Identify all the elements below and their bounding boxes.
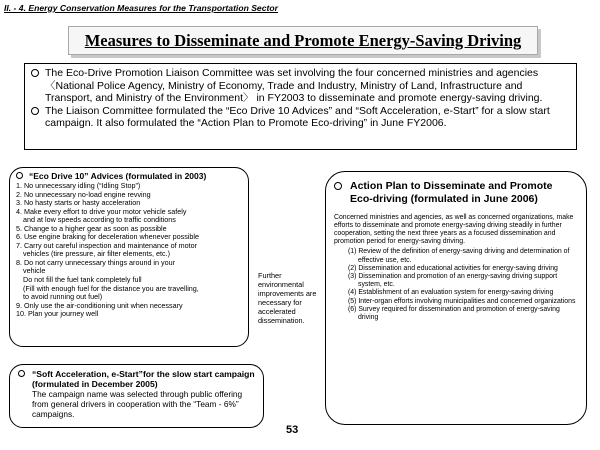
connector-note: Further environmental improvements are necessary for accelerated dissemination.	[258, 271, 317, 325]
slow-start-title	[18, 369, 255, 390]
circle-bullet-icon	[16, 172, 23, 179]
advice-item: 7. Carry out careful inspection and maintenance of motor	[16, 240, 197, 250]
intro-box	[24, 63, 577, 150]
advice-item-continued: vehicle	[23, 266, 46, 276]
action-plan-box	[325, 171, 587, 425]
slow-start-campaign-box	[9, 364, 264, 428]
advice-list	[16, 182, 244, 319]
slow-start-description: The campaign name was selected through public offering from general drivers in cooperation with the “Team - 6%” campaigns.	[32, 388, 243, 419]
action-plan-item: (2) Dissemination and educational activities for energy-saving driving	[348, 264, 558, 272]
circle-bullet-icon	[31, 69, 39, 77]
advice-item-continued: to avoid running out fuel)	[23, 292, 103, 302]
advice-item-continued: (Fill with enough fuel for the distance you are travelling,	[23, 283, 199, 293]
action-plan-title-text: Action Plan to Disseminate and Promote Eco-driving (formulated in June 2006)	[350, 180, 553, 205]
eco-drive-advices-box	[9, 167, 249, 347]
title-banner	[68, 26, 538, 55]
eco-drive-title-text: “Eco Drive 10” Advices (formulated in 2003)	[29, 171, 207, 181]
circle-bullet-icon	[18, 370, 25, 377]
advice-item-continued: Do not fill the fuel tank completely full	[23, 275, 142, 285]
action-plan-list	[334, 248, 578, 322]
advice-item-continued: vehicles (tire pressure, air filter elements, etc.)	[23, 249, 170, 259]
advice-item-continued: and at low speeds according to traffic conditions	[23, 215, 176, 225]
section-header: II. - 4. Energy Conservation Measures for the Transportation Sector	[4, 3, 278, 13]
action-plan-item: (1) Review of the definition of energy-saving driving and determination of effective use, etc.	[348, 248, 570, 264]
advice-item: 2. No unnecessary no-load engine revving	[16, 189, 151, 199]
page-title: Measures to Disseminate and Promote Energy-Saving Driving	[84, 30, 522, 50]
action-plan-item: (5) Inter-organ efforts involving municipalities and concerned organizations	[348, 297, 576, 305]
intro-paragraph-text: The Liaison Committee formulated the “Eco Drive 10 Advices” and “Soft Acceleration, e-Start” for a slow start campaign. It also formulated the “Action Plan to Promote Eco-driving” in June FY2006.	[45, 104, 550, 130]
circle-bullet-icon	[334, 182, 342, 190]
advice-item: 9. Only use the air-conditioning unit when necessary	[16, 300, 183, 310]
eco-drive-advices-title	[16, 171, 244, 181]
intro-paragraph	[31, 105, 572, 130]
page-number: 53	[286, 424, 299, 436]
circle-bullet-icon	[31, 107, 39, 115]
advice-item: 8. Do not carry unnecessary things around in your	[16, 257, 176, 267]
advice-item: 5. Change to a higher gear as soon as possible	[16, 223, 167, 233]
action-plan-item: (6) Survey required for dissemination and promotion of energy-saving driving	[348, 305, 560, 322]
advice-item: 1. No unnecessary idling (“Idling Stop”)	[16, 181, 141, 190]
advice-item: 10. Plan your journey well	[16, 309, 99, 319]
advice-item: 3. No hasty starts or hasty acceleration	[16, 198, 141, 208]
advice-item: 4. Make every effort to drive your motor vehicle safely	[16, 206, 187, 216]
action-plan-title	[334, 180, 578, 206]
action-plan-item: (4) Establishment of an evaluation system for energy-saving driving	[348, 289, 554, 297]
advice-item: 6. Use engine braking for deceleration whenever possible	[16, 232, 199, 242]
action-plan-intro: Concerned ministries and agencies, as well as concerned organizations, make efforts to disseminate and promote energy-saving driving steadily in further cooperation, setting the next three years as a focused dissemination and promotion period for energy-saving driving.	[334, 213, 574, 246]
intro-paragraph	[31, 67, 572, 105]
action-plan-item: (3) Dissemination and promotion of an energy-saving driving support system, etc.	[348, 273, 558, 289]
slow-start-title-text: “Soft Acceleration, e-Start”for the slow start campaign (formulated in December 2005)	[32, 369, 255, 390]
intro-paragraph-text: The Eco-Drive Promotion Liaison Committee was set involving the four concerned ministries and agencies〈National Police Agency, Ministry of Economy, Trade and Industry, Ministry of Land, Infrastructure and Transport, and Ministry of the Environment〉 in FY2003 to disseminate and promote energy-saving driving.	[45, 67, 543, 105]
